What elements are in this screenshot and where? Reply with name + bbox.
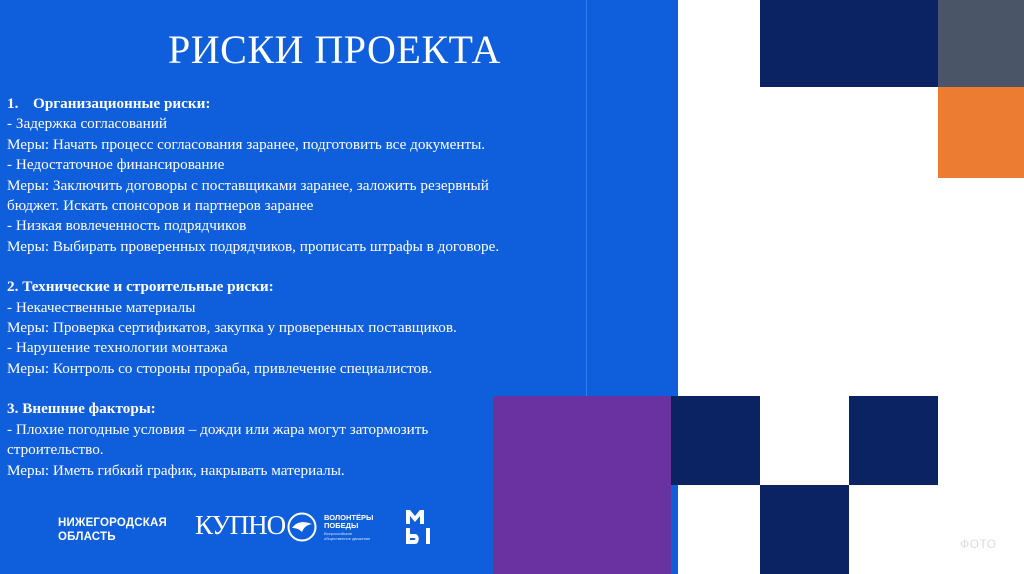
my-logo-mark <box>404 508 434 546</box>
decor-square-navy <box>849 396 938 485</box>
risk-line: - Низкая вовлеченность подрядчиков <box>7 217 247 235</box>
risk-line: Меры: Контроль со стороны прораба, привлечение специалистов. <box>7 359 433 377</box>
risk-line: - Некачественные материалы <box>7 298 196 316</box>
risk-line: - Задержка согласований <box>7 115 167 133</box>
decor-square-navy <box>760 0 938 87</box>
risk-line: Меры: Заключить договоры с поставщиками заранее, заложить резервный <box>7 176 489 194</box>
panel-divider <box>586 0 587 400</box>
risk-line: Меры: Проверка сертификатов, закупка у проверенных поставщиков. <box>7 319 457 337</box>
risk-line: - Нарушение технологии монтажа <box>7 339 228 357</box>
risk-line: бюджет. Искать спонсоров и партнеров заранее <box>7 197 314 215</box>
risk-line: строительство. <box>7 441 104 459</box>
decor-square-gray <box>938 0 1024 87</box>
kupno-logo: КУПНО <box>195 510 286 540</box>
risk-line: Меры: Иметь гибкий график, накрывать материалы. <box>7 461 345 479</box>
dove-icon <box>286 512 318 542</box>
section-heading: 3. Внешние факторы: <box>7 400 156 418</box>
risk-line: Меры: Выбирать проверенных подрядчиков, прописать штрафы в договоре. <box>7 237 500 255</box>
nizhny-novgorod-region-logo: НИЖЕГОРОДСКАЯ ОБЛАСТЬ <box>58 517 167 543</box>
decor-square-navy <box>671 396 760 485</box>
risks-content <box>7 94 562 481</box>
slide-title: РИСКИ ПРОЕКТА <box>168 27 501 72</box>
risk-line: - Недостаточное финансирование <box>7 156 225 174</box>
section-heading: 1. Организационные риски: <box>7 95 211 112</box>
decor-square-orange <box>938 87 1024 178</box>
risk-line: Меры: Начать процесс согласования заранее, подготовить все документы. <box>7 135 486 153</box>
section-heading: 2. Технические и строительные риски: <box>7 278 274 296</box>
volunteers-of-victory-logo: ВОЛОНТЁРЫ ПОБЕДЫ Всероссийское общественное движение <box>286 508 386 548</box>
decor-square-navy <box>760 485 849 574</box>
photo-watermark: ФОТО <box>960 537 997 551</box>
risk-line: - Плохие погодные условия – дожди или жара могут затормозить <box>7 420 429 438</box>
my-logo <box>404 508 434 551</box>
